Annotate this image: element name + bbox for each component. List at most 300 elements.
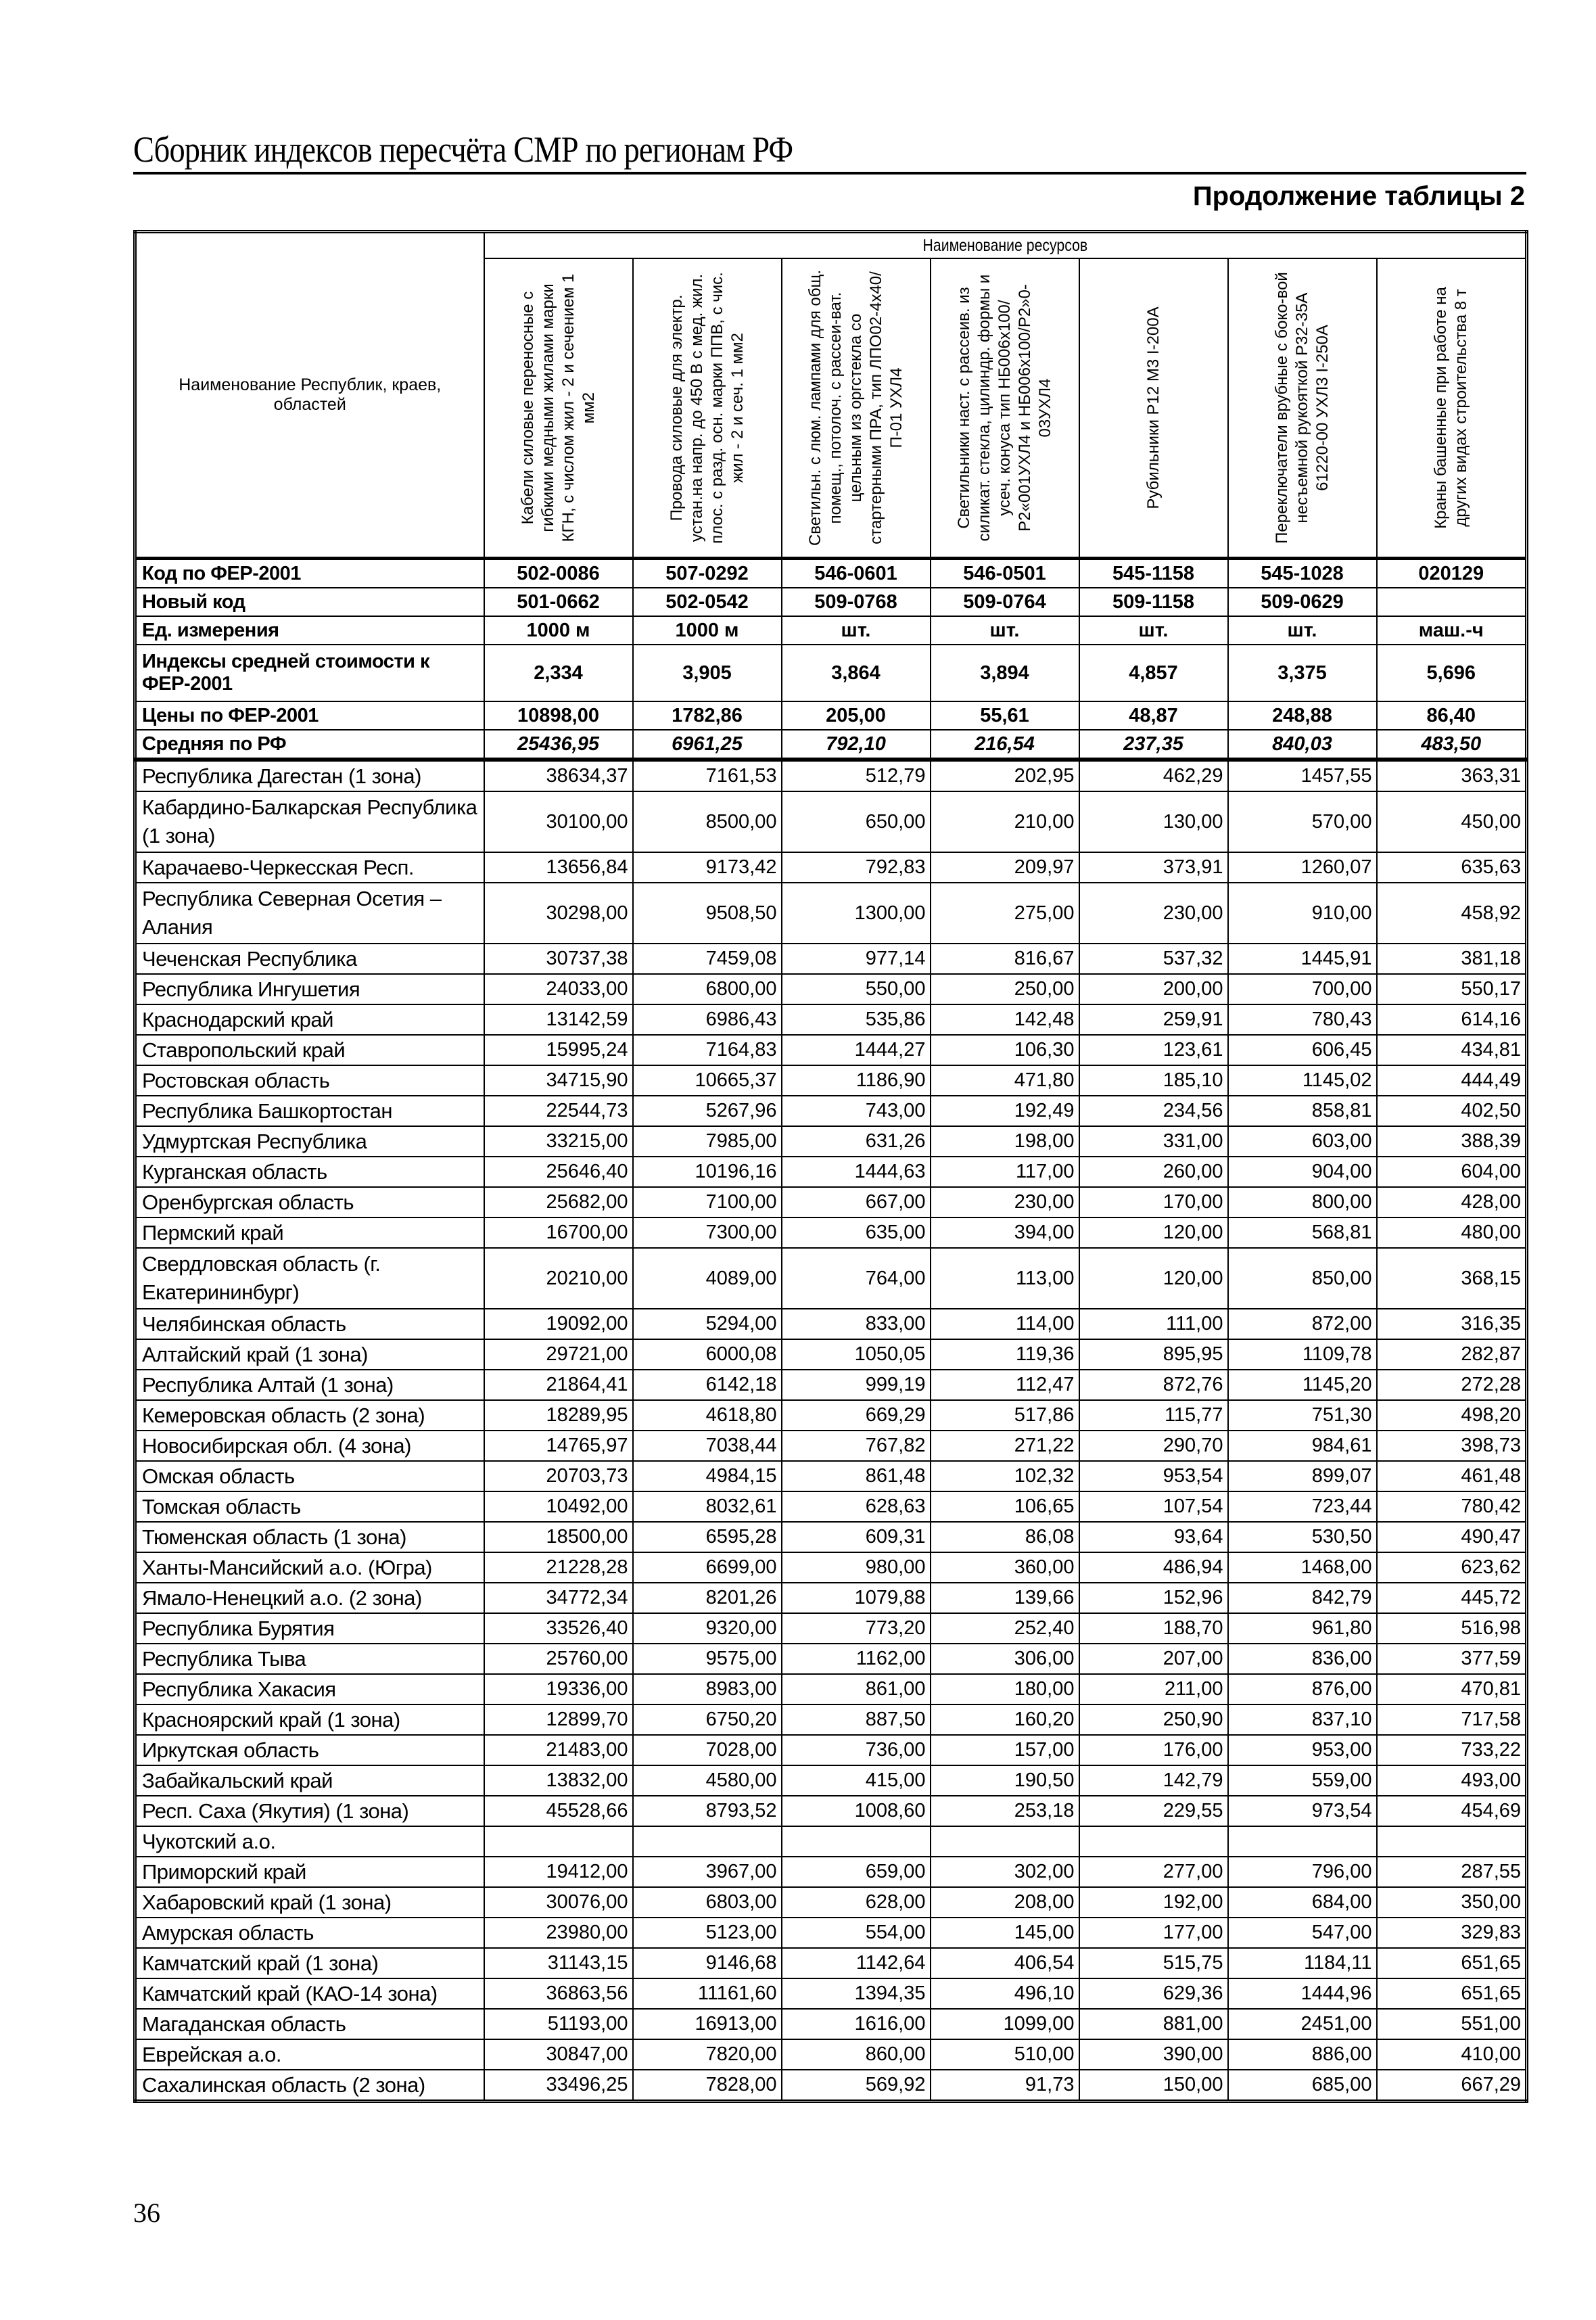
price-cell: 861,00 [782, 1674, 931, 1704]
price-cell: 394,00 [931, 1217, 1079, 1248]
price-cell: 406,54 [931, 1948, 1079, 1978]
region-name: Тюменская область (1 зона) [135, 1522, 484, 1552]
price-cell: 736,00 [782, 1735, 931, 1765]
price-cell: 331,00 [1079, 1126, 1228, 1157]
price-cell: 9575,00 [633, 1644, 782, 1674]
price-cell: 550,17 [1377, 974, 1527, 1004]
meta-row [135, 730, 1527, 760]
meta-row-label: Средняя по РФ [135, 730, 484, 760]
region-name: Томская область [135, 1491, 484, 1522]
meta-cell: 792,10 [782, 730, 931, 760]
price-cell: 4089,00 [633, 1248, 782, 1309]
table-row [135, 1309, 1527, 1339]
price-cell: 106,30 [931, 1035, 1079, 1065]
price-cell: 537,32 [1079, 944, 1228, 974]
price-cell: 200,00 [1079, 974, 1228, 1004]
price-cell: 515,75 [1079, 1948, 1228, 1978]
price-cell: 510,00 [931, 2039, 1079, 2070]
region-name: Ямало-Ненецкий а.о. (2 зона) [135, 1583, 484, 1613]
price-cell: 30847,00 [484, 2039, 633, 2070]
price-cell [1377, 1826, 1527, 1857]
meta-cell: 55,61 [931, 701, 1079, 730]
price-cell: 230,00 [931, 1187, 1079, 1217]
price-cell: 130,00 [1079, 791, 1228, 852]
price-cell: 816,67 [931, 944, 1079, 974]
price-cell: 836,00 [1228, 1644, 1377, 1674]
region-name: Республика Северная Осетия – Алания [135, 883, 484, 944]
meta-cell: 509-0764 [931, 588, 1079, 616]
price-cell: 700,00 [1228, 974, 1377, 1004]
price-cell: 271,22 [931, 1431, 1079, 1461]
price-cell: 554,00 [782, 1918, 931, 1948]
table-row [135, 1674, 1527, 1704]
price-cell: 4984,15 [633, 1461, 782, 1491]
table-row [135, 1948, 1527, 1978]
price-cell: 1468,00 [1228, 1552, 1377, 1583]
price-cell: 6800,00 [633, 974, 782, 1004]
price-cell: 7828,00 [633, 2070, 782, 2102]
table-row [135, 974, 1527, 1004]
price-cell: 381,18 [1377, 944, 1527, 974]
meta-row [135, 645, 1527, 701]
price-cell: 486,94 [1079, 1552, 1228, 1583]
price-cell: 609,31 [782, 1522, 931, 1552]
price-cell: 723,44 [1228, 1491, 1377, 1522]
price-cell [931, 1826, 1079, 1857]
title-rule [133, 172, 1526, 175]
price-cell: 14765,97 [484, 1431, 633, 1461]
region-name: Камчатский край (КАО-14 зона) [135, 1978, 484, 2009]
meta-cell: 1000 м [633, 616, 782, 645]
meta-cell: 3,375 [1228, 645, 1377, 701]
price-cell: 8032,61 [633, 1491, 782, 1522]
header-resource-7 [1377, 258, 1527, 559]
price-cell [633, 1826, 782, 1857]
price-cell [484, 1826, 633, 1857]
price-cell: 568,81 [1228, 1217, 1377, 1248]
price-cell: 733,22 [1377, 1735, 1527, 1765]
meta-cell: 5,696 [1377, 645, 1527, 701]
price-cell: 7028,00 [633, 1735, 782, 1765]
price-cell: 260,00 [1079, 1157, 1228, 1187]
meta-cell: 2,334 [484, 645, 633, 701]
price-cell: 36863,56 [484, 1978, 633, 2009]
meta-cell: 509-0629 [1228, 588, 1377, 616]
price-cell: 22544,73 [484, 1096, 633, 1126]
price-cell: 6750,20 [633, 1704, 782, 1735]
price-cell: 717,58 [1377, 1704, 1527, 1735]
price-cell: 275,00 [931, 883, 1079, 944]
meta-cell: 509-0768 [782, 588, 931, 616]
price-cell: 329,83 [1377, 1918, 1527, 1948]
price-cell: 31143,15 [484, 1948, 633, 1978]
header-region-name: Наименование Республик, краев, областей [135, 232, 484, 559]
region-name: Пермский край [135, 1217, 484, 1248]
price-cell: 112,47 [931, 1370, 1079, 1400]
table-row [135, 1887, 1527, 1918]
price-cell: 6000,08 [633, 1339, 782, 1370]
region-name: Кабардино-Балкарская Республика (1 зона) [135, 791, 484, 852]
table-row [135, 760, 1527, 791]
price-cell: 368,15 [1377, 1248, 1527, 1309]
region-name: Магаданская область [135, 2009, 484, 2039]
table-row [135, 1704, 1527, 1735]
region-name: Алтайский край (1 зона) [135, 1339, 484, 1370]
price-cell: 550,00 [782, 974, 931, 1004]
price-cell: 3967,00 [633, 1857, 782, 1887]
region-name: Еврейская а.о. [135, 2039, 484, 2070]
price-cell: 1079,88 [782, 1583, 931, 1613]
meta-row [135, 588, 1527, 616]
price-cell: 1444,96 [1228, 1978, 1377, 2009]
price-cell: 895,95 [1079, 1339, 1228, 1370]
price-cell: 9320,00 [633, 1613, 782, 1644]
meta-cell: 248,88 [1228, 701, 1377, 730]
price-cell: 651,65 [1377, 1978, 1527, 2009]
header-resource-1 [484, 258, 633, 559]
price-cell: 792,83 [782, 852, 931, 883]
price-cell: 33526,40 [484, 1613, 633, 1644]
price-cell: 10492,00 [484, 1491, 633, 1522]
price-cell: 445,72 [1377, 1583, 1527, 1613]
price-cell: 899,07 [1228, 1461, 1377, 1491]
region-name: Ставропольский край [135, 1035, 484, 1065]
price-cell: 773,20 [782, 1613, 931, 1644]
price-cell: 119,36 [931, 1339, 1079, 1370]
table-row [135, 1035, 1527, 1065]
price-cell: 684,00 [1228, 1887, 1377, 1918]
price-cell: 659,00 [782, 1857, 931, 1887]
price-cell: 471,80 [931, 1065, 1079, 1096]
price-cell: 16700,00 [484, 1217, 633, 1248]
price-cell: 250,00 [931, 974, 1079, 1004]
price-cell: 142,79 [1079, 1765, 1228, 1796]
price-cell: 876,00 [1228, 1674, 1377, 1704]
price-cell: 1457,55 [1228, 760, 1377, 791]
meta-cell: 1000 м [484, 616, 633, 645]
meta-cell: 3,894 [931, 645, 1079, 701]
price-cell: 6803,00 [633, 1887, 782, 1918]
meta-cell: 545-1028 [1228, 559, 1377, 588]
price-cell: 517,86 [931, 1400, 1079, 1431]
price-cell: 1109,78 [1228, 1339, 1377, 1370]
table-row [135, 1461, 1527, 1491]
price-cell: 9146,68 [633, 1948, 782, 1978]
meta-cell: 205,00 [782, 701, 931, 730]
table-row [135, 1217, 1527, 1248]
table-row [135, 1644, 1527, 1674]
price-cell: 1260,07 [1228, 852, 1377, 883]
meta-cell: шт. [1079, 616, 1228, 645]
price-cell: 7820,00 [633, 2039, 782, 2070]
meta-cell: 502-0542 [633, 588, 782, 616]
meta-cell: 6961,25 [633, 730, 782, 760]
price-cell: 13142,59 [484, 1004, 633, 1035]
table-row [135, 1431, 1527, 1461]
price-cell: 30100,00 [484, 791, 633, 852]
price-cell: 462,29 [1079, 760, 1228, 791]
region-name: Краснодарский край [135, 1004, 484, 1035]
price-cell: 910,00 [1228, 883, 1377, 944]
price-cell: 6986,43 [633, 1004, 782, 1035]
price-cell: 150,00 [1079, 2070, 1228, 2102]
meta-cell: 237,35 [1079, 730, 1228, 760]
price-cell: 192,49 [931, 1096, 1079, 1126]
table-row [135, 944, 1527, 974]
price-cell: 842,79 [1228, 1583, 1377, 1613]
region-name: Свердловская область (г. Екатерининбург) [135, 1248, 484, 1309]
price-cell: 176,00 [1079, 1735, 1228, 1765]
price-cell: 886,00 [1228, 2039, 1377, 2070]
meta-cell: 501-0662 [484, 588, 633, 616]
table-row [135, 1552, 1527, 1583]
resource-name: Рубильники Р12 М3 I-200А [1144, 306, 1163, 509]
price-cell: 837,10 [1228, 1704, 1377, 1735]
price-cell: 858,81 [1228, 1096, 1377, 1126]
price-cell: 7164,83 [633, 1035, 782, 1065]
meta-cell: 507-0292 [633, 559, 782, 588]
price-cell: 19336,00 [484, 1674, 633, 1704]
price-cell: 9508,50 [633, 883, 782, 944]
price-cell: 210,00 [931, 791, 1079, 852]
meta-cell: 1782,86 [633, 701, 782, 730]
price-cell: 107,54 [1079, 1491, 1228, 1522]
region-name: Чукотский а.о. [135, 1826, 484, 1857]
price-cell: 6595,28 [633, 1522, 782, 1552]
price-cell: 434,81 [1377, 1035, 1527, 1065]
price-cell: 1142,64 [782, 1948, 931, 1978]
price-cell: 881,00 [1079, 2009, 1228, 2039]
table-row [135, 1370, 1527, 1400]
price-cell: 21228,28 [484, 1552, 633, 1583]
price-cell: 302,00 [931, 1857, 1079, 1887]
price-cell: 860,00 [782, 2039, 931, 2070]
price-cell: 444,49 [1377, 1065, 1527, 1096]
price-cell: 388,39 [1377, 1126, 1527, 1157]
price-cell: 9173,42 [633, 852, 782, 883]
price-cell: 490,47 [1377, 1522, 1527, 1552]
price-cell: 980,00 [782, 1552, 931, 1583]
price-cell: 21483,00 [484, 1735, 633, 1765]
price-cell: 25682,00 [484, 1187, 633, 1217]
price-cell: 207,00 [1079, 1644, 1228, 1674]
price-cell: 192,00 [1079, 1887, 1228, 1918]
meta-cell: маш.-ч [1377, 616, 1527, 645]
price-cell: 10665,37 [633, 1065, 782, 1096]
price-cell: 113,00 [931, 1248, 1079, 1309]
price-cell: 614,16 [1377, 1004, 1527, 1035]
price-cell: 123,61 [1079, 1035, 1228, 1065]
price-cell: 142,48 [931, 1004, 1079, 1035]
price-cell: 38634,37 [484, 760, 633, 791]
table-row [135, 1096, 1527, 1126]
price-cell: 402,50 [1377, 1096, 1527, 1126]
price-cell: 764,00 [782, 1248, 931, 1309]
price-cell: 961,80 [1228, 1613, 1377, 1644]
price-cell: 953,00 [1228, 1735, 1377, 1765]
region-name: Красноярский край (1 зона) [135, 1704, 484, 1735]
region-name: Амурская область [135, 1918, 484, 1948]
price-cell: 480,00 [1377, 1217, 1527, 1248]
price-cell: 570,00 [1228, 791, 1377, 852]
price-cell: 34715,90 [484, 1065, 633, 1096]
table-row [135, 1583, 1527, 1613]
region-name: Республика Хакасия [135, 1674, 484, 1704]
price-cell: 111,00 [1079, 1309, 1228, 1339]
meta-cell: 546-0501 [931, 559, 1079, 588]
price-cell: 360,00 [931, 1552, 1079, 1583]
price-cell: 91,73 [931, 2070, 1079, 2102]
price-cell: 86,08 [931, 1522, 1079, 1552]
price-cell: 7459,08 [633, 944, 782, 974]
price-cell: 13832,00 [484, 1765, 633, 1796]
price-cell: 259,91 [1079, 1004, 1228, 1035]
meta-row-label: Новый код [135, 588, 484, 616]
price-cell: 635,63 [1377, 852, 1527, 883]
price-cell: 5123,00 [633, 1918, 782, 1948]
meta-cell: шт. [1228, 616, 1377, 645]
header-resource-4 [931, 258, 1079, 559]
price-cell: 629,36 [1079, 1978, 1228, 2009]
price-cell: 8500,00 [633, 791, 782, 852]
region-name: Омская область [135, 1461, 484, 1491]
page-title: Сборник индексов пересчёта СМР по регионам РФ [133, 129, 793, 170]
price-cell: 1445,91 [1228, 944, 1377, 974]
meta-cell [1377, 588, 1527, 616]
price-cell: 152,96 [1079, 1583, 1228, 1613]
price-cell: 1186,90 [782, 1065, 931, 1096]
region-name: Новосибирская обл. (4 зона) [135, 1431, 484, 1461]
price-cell: 767,82 [782, 1431, 931, 1461]
price-cell: 6142,18 [633, 1370, 782, 1400]
price-cell: 953,54 [1079, 1461, 1228, 1491]
table-row [135, 1735, 1527, 1765]
table-row [135, 1765, 1527, 1796]
price-cell: 1300,00 [782, 883, 931, 944]
price-cell: 10196,16 [633, 1157, 782, 1187]
price-cell: 18500,00 [484, 1522, 633, 1552]
price-cell: 628,00 [782, 1887, 931, 1918]
meta-cell: шт. [782, 616, 931, 645]
region-name: Хабаровский край (1 зона) [135, 1887, 484, 1918]
price-cell: 160,20 [931, 1704, 1079, 1735]
table-row [135, 1187, 1527, 1217]
table-row [135, 1826, 1527, 1857]
price-cell: 428,00 [1377, 1187, 1527, 1217]
price-cell: 512,79 [782, 760, 931, 791]
price-cell: 120,00 [1079, 1248, 1228, 1309]
resource-name: Светильн. с люм. лампами для общ. помещ., потолоч. с рассеи-ват. цельным из оргстекла со стартерными ПРА, тип ЛПО02-4х40/П-01 УХЛ4 [805, 269, 906, 547]
meta-cell: 545-1158 [1079, 559, 1228, 588]
price-cell: 2451,00 [1228, 2009, 1377, 2039]
price-cell: 230,00 [1079, 883, 1228, 944]
price-cell: 170,00 [1079, 1187, 1228, 1217]
table-row [135, 1491, 1527, 1522]
price-cell: 635,00 [782, 1217, 931, 1248]
price-cell: 5267,96 [633, 1096, 782, 1126]
meta-cell: 3,864 [782, 645, 931, 701]
region-name: Удмуртская Республика [135, 1126, 484, 1157]
table-row [135, 1796, 1527, 1826]
table-row [135, 1400, 1527, 1431]
price-cell: 8983,00 [633, 1674, 782, 1704]
price-cell: 493,00 [1377, 1765, 1527, 1796]
meta-row-label: Код по ФЕР-2001 [135, 559, 484, 588]
table-row [135, 1004, 1527, 1035]
price-cell: 18289,95 [484, 1400, 633, 1431]
price-cell: 106,65 [931, 1491, 1079, 1522]
price-cell: 984,61 [1228, 1431, 1377, 1461]
price-cell: 29721,00 [484, 1339, 633, 1370]
region-name: Республика Дагестан (1 зона) [135, 760, 484, 791]
price-cell: 667,29 [1377, 2070, 1527, 2102]
price-cell: 33215,00 [484, 1126, 633, 1157]
region-name: Республика Тыва [135, 1644, 484, 1674]
region-name: Оренбургская область [135, 1187, 484, 1217]
price-cell: 24033,00 [484, 974, 633, 1004]
price-cell: 198,00 [931, 1126, 1079, 1157]
price-cell: 15995,24 [484, 1035, 633, 1065]
price-cell: 1145,20 [1228, 1370, 1377, 1400]
price-cell: 23980,00 [484, 1918, 633, 1948]
header-resource-2 [633, 258, 782, 559]
meta-cell: 502-0086 [484, 559, 633, 588]
price-cell: 8201,26 [633, 1583, 782, 1613]
price-cell: 796,00 [1228, 1857, 1377, 1887]
price-cell: 4618,80 [633, 1400, 782, 1431]
table-row [135, 1339, 1527, 1370]
price-cell: 415,00 [782, 1765, 931, 1796]
price-cell: 667,00 [782, 1187, 931, 1217]
price-cell: 458,92 [1377, 883, 1527, 944]
table-row [135, 1613, 1527, 1644]
table-row [135, 1522, 1527, 1552]
price-cell: 19412,00 [484, 1857, 633, 1887]
resource-name: Краны башенные при работе на других видах строительства 8 т [1431, 287, 1470, 529]
price-cell: 8793,52 [633, 1796, 782, 1826]
price-cell: 603,00 [1228, 1126, 1377, 1157]
region-name: Курганская область [135, 1157, 484, 1187]
resource-name: Переключатели врубные с боко-вой несъемной рукояткой Р32-35А 61220-00 УХЛ3 I-250А [1272, 272, 1332, 544]
price-cell: 16913,00 [633, 2009, 782, 2039]
price-cell [1228, 1826, 1377, 1857]
price-cell: 651,65 [1377, 1948, 1527, 1978]
price-cell: 1162,00 [782, 1644, 931, 1674]
price-cell: 177,00 [1079, 1918, 1228, 1948]
table-row [135, 2009, 1527, 2039]
price-cell: 6699,00 [633, 1552, 782, 1583]
price-cell: 20703,73 [484, 1461, 633, 1491]
price-cell: 234,56 [1079, 1096, 1228, 1126]
region-name: Республика Бурятия [135, 1613, 484, 1644]
header-resource-5 [1079, 258, 1228, 559]
price-cell: 498,20 [1377, 1400, 1527, 1431]
price-cell: 1008,60 [782, 1796, 931, 1826]
price-cell: 7161,53 [633, 760, 782, 791]
table-row [135, 1248, 1527, 1309]
price-cell: 850,00 [1228, 1248, 1377, 1309]
price-cell [1079, 1826, 1228, 1857]
price-cell: 751,30 [1228, 1400, 1377, 1431]
table-row [135, 791, 1527, 852]
price-cell: 188,70 [1079, 1613, 1228, 1644]
region-name: Карачаево-Черкесская Респ. [135, 852, 484, 883]
page-number: 36 [133, 2198, 160, 2228]
price-cell: 1616,00 [782, 2009, 931, 2039]
table-continuation-label: Продолжение таблицы 2 [1192, 181, 1525, 211]
price-cell: 316,35 [1377, 1309, 1527, 1339]
price-cell: 398,73 [1377, 1431, 1527, 1461]
